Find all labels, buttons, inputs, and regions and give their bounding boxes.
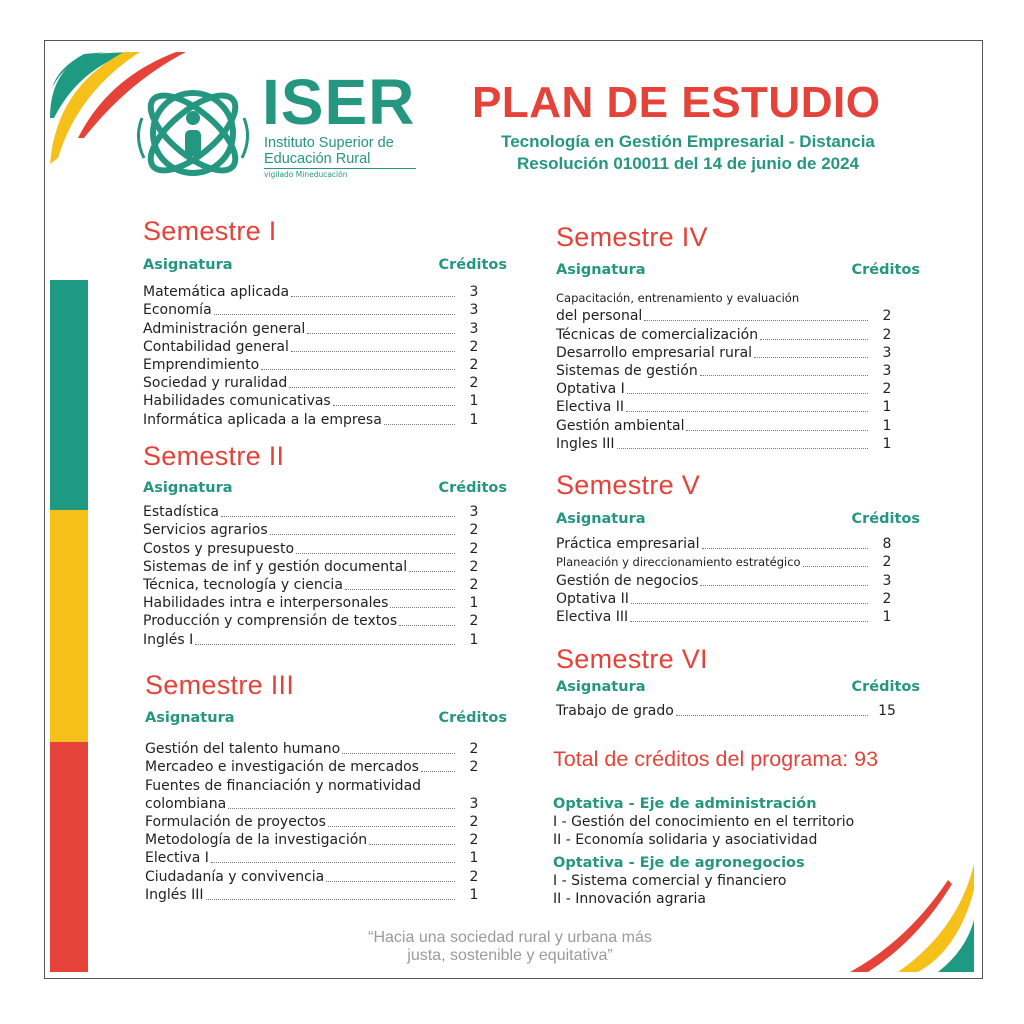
subject-row	[145, 831, 489, 849]
subject-column-header: Asignatura	[143, 257, 233, 273]
subject-name: Emprendimiento	[143, 356, 260, 373]
motto	[300, 929, 720, 965]
credits-value: 2	[469, 759, 479, 776]
subject-list	[143, 503, 489, 649]
credits-value: 3	[469, 302, 479, 319]
subject-row	[556, 416, 902, 434]
credits-value: 2	[469, 356, 479, 373]
credits-value: 1	[469, 631, 479, 648]
subject-row	[556, 608, 902, 626]
dot-leader	[345, 589, 455, 590]
dot-leader	[644, 320, 868, 321]
credits-value: 1	[469, 393, 479, 410]
subject-name: Sistemas de inf y gestión documental	[143, 558, 408, 575]
credits-value: 3	[469, 504, 479, 521]
dot-leader	[630, 621, 868, 622]
credits-column-header: Créditos	[438, 480, 507, 496]
subject-name: Gestión ambiental	[556, 417, 685, 434]
optativa-item: II - Innovación agraria	[553, 891, 707, 907]
color-bar-yellow	[50, 510, 88, 742]
dot-leader	[686, 430, 868, 431]
subject-row	[143, 558, 489, 576]
subject-name: Servicios agrarios	[143, 522, 268, 539]
dot-leader	[617, 448, 868, 449]
subject-name: Ingles III	[556, 435, 615, 452]
subject-row	[556, 398, 902, 416]
subject-row	[556, 590, 902, 608]
dot-leader	[333, 405, 455, 406]
credits-value: 1	[469, 886, 479, 903]
semester-title: Semestre III	[145, 670, 295, 700]
subject-row	[556, 702, 902, 720]
semester-title: Semestre V	[556, 470, 701, 500]
table-header	[145, 709, 507, 727]
optativas	[553, 795, 854, 908]
subject-row	[143, 356, 489, 374]
dot-leader	[390, 607, 455, 608]
dot-leader	[206, 899, 455, 900]
dot-leader	[326, 881, 455, 882]
credits-value: 2	[469, 576, 479, 593]
subject-name: Informática aplicada a la empresa	[143, 411, 382, 428]
subject-name: del personal	[556, 308, 643, 325]
dot-leader	[409, 571, 455, 572]
subject-name: Inglés III	[145, 886, 204, 903]
dot-leader	[754, 357, 868, 358]
subject-column-header: Asignatura	[556, 262, 646, 278]
program-name: Tecnología en Gestión Empresarial - Distancia	[501, 132, 875, 151]
subject-row	[143, 539, 489, 557]
credits-value: 1	[469, 850, 479, 867]
credits-value: 3	[882, 362, 892, 379]
credits-value: 2	[469, 832, 479, 849]
optativa-heading: Optativa - Eje de agronegocios	[553, 855, 805, 871]
credits-column-header: Créditos	[851, 679, 920, 695]
subject-row	[143, 576, 489, 594]
subject-name: Metodología de la investigación	[145, 832, 368, 849]
credits-value: 2	[882, 381, 892, 398]
logo-tagline: vigilado Mineducación	[264, 168, 416, 179]
subject-name: Fuentes de financiación y normatividad	[145, 777, 422, 794]
dot-leader	[221, 516, 455, 517]
subject-name: Gestión de negocios	[556, 572, 699, 589]
semester-title: Semestre I	[143, 216, 277, 246]
credits-value: 2	[469, 813, 479, 830]
credits-value: 2	[469, 741, 479, 758]
subject-row	[145, 795, 489, 813]
credits-value: 2	[469, 338, 479, 355]
optativa-heading: Optativa - Eje de administración	[553, 796, 817, 812]
dot-leader	[211, 862, 455, 863]
dot-leader	[627, 393, 868, 394]
dot-leader	[289, 387, 455, 388]
dot-leader	[270, 534, 455, 535]
subject-list	[556, 289, 902, 453]
subject-row	[143, 630, 489, 648]
subject-name: Estadística	[143, 504, 219, 521]
dot-leader	[384, 424, 455, 425]
credits-value: 8	[882, 536, 892, 553]
subject-row	[143, 319, 489, 337]
credits-value: 1	[882, 417, 892, 434]
subject-row	[145, 776, 489, 794]
logo-name: ISER	[262, 66, 416, 138]
table-header	[556, 678, 920, 696]
motto-line2: justa, sostenible y equitativa”	[407, 947, 613, 964]
credits-value: 2	[469, 540, 479, 557]
motto-line1: “Hacia una sociedad rural y urbana más	[368, 929, 652, 946]
subject-row	[143, 283, 489, 301]
subject-name: colombiana	[145, 795, 227, 812]
dot-leader	[631, 603, 868, 604]
subject-row	[556, 380, 902, 398]
subject-name: Mercadeo e investigación de mercados	[145, 759, 419, 776]
credits-column-header: Créditos	[851, 511, 920, 527]
subject-name: Sociedad y ruralidad	[143, 375, 288, 392]
credits-value: 15	[878, 703, 896, 720]
dot-leader	[421, 771, 455, 772]
subject-name: Electiva III	[556, 608, 629, 625]
subject-name: Habilidades intra e interpersonales	[143, 595, 389, 612]
credits-value: 2	[469, 558, 479, 575]
subject-column-header: Asignatura	[145, 710, 235, 726]
subject-row	[556, 325, 902, 343]
dot-leader	[702, 548, 868, 549]
subject-name: Ciudadanía y convivencia	[145, 868, 325, 885]
subject-column-header: Asignatura	[143, 480, 233, 496]
subject-row	[143, 338, 489, 356]
subject-name: Práctica empresarial	[556, 536, 700, 553]
credits-value: 3	[882, 344, 892, 361]
table-header	[143, 256, 507, 274]
dot-leader	[214, 314, 455, 315]
credits-column-header: Créditos	[438, 710, 507, 726]
table-header	[143, 479, 507, 497]
subject-row	[145, 740, 489, 758]
subject-row	[143, 392, 489, 410]
subject-name: Matemática aplicada	[143, 284, 290, 301]
credits-value: 2	[882, 554, 892, 571]
credits-value: 3	[469, 284, 479, 301]
subject-name: Habilidades comunicativas	[143, 393, 331, 410]
semester-title: Semestre VI	[556, 644, 708, 674]
dot-leader	[626, 411, 868, 412]
dot-leader	[342, 753, 455, 754]
subject-name: Trabajo de grado	[556, 703, 674, 720]
subject-name: Planeación y direccionamiento estratégico	[556, 555, 801, 570]
subject-row	[143, 612, 489, 630]
corner-stripes-bottom	[848, 860, 976, 976]
credits-value: 3	[882, 572, 892, 589]
credits-value: 2	[469, 375, 479, 392]
subject-name: Electiva II	[556, 399, 624, 416]
dot-leader	[700, 585, 868, 586]
subject-list	[143, 283, 489, 429]
subject-row	[556, 289, 902, 307]
subject-row	[143, 301, 489, 319]
resolution: Resolución 010011 del 14 de junio de 2024	[516, 154, 860, 173]
dot-leader	[195, 644, 455, 645]
credits-value: 3	[469, 795, 479, 812]
subject-row	[143, 410, 489, 428]
subject-row	[143, 503, 489, 521]
subject-name: Inglés I	[143, 631, 194, 648]
subject-row	[145, 886, 489, 904]
subject-row	[143, 374, 489, 392]
dot-leader	[676, 715, 868, 716]
credits-column-header: Créditos	[438, 257, 507, 273]
page-title: PLAN DE ESTUDIO	[472, 78, 881, 127]
total-credits: Total de créditos del programa: 93	[553, 747, 879, 771]
subject-row	[145, 849, 489, 867]
subject-name: Contabilidad general	[143, 338, 289, 355]
subject-row	[556, 307, 902, 325]
credits-value: 2	[882, 308, 892, 325]
dot-leader	[307, 333, 455, 334]
credits-value: 2	[469, 522, 479, 539]
logo-line2: Educación Rural	[264, 151, 371, 167]
subject-list	[556, 702, 902, 720]
logo-line1: Instituto Superior de	[264, 135, 394, 151]
table-header	[556, 261, 920, 279]
subject-row	[556, 362, 902, 380]
table-header	[556, 510, 920, 528]
credits-column-header: Créditos	[851, 262, 920, 278]
subject-name: Técnicas de comercialización	[556, 326, 759, 343]
dot-leader	[291, 296, 455, 297]
subject-name: Sistemas de gestión	[556, 362, 698, 379]
subject-name: Administración general	[143, 320, 306, 337]
subject-name: Formulación de proyectos	[145, 813, 326, 830]
credits-value: 2	[882, 326, 892, 343]
subject-row	[556, 553, 902, 571]
optativa-item: I - Gestión del conocimiento en el territorio	[553, 814, 855, 830]
subject-row	[145, 867, 489, 885]
credits-value: 1	[882, 399, 892, 416]
dot-leader	[291, 351, 455, 352]
dot-leader	[369, 844, 455, 845]
credits-value: 1	[469, 595, 479, 612]
credits-value: 2	[469, 613, 479, 630]
credits-value: 1	[882, 608, 892, 625]
semester-title: Semestre IV	[556, 222, 708, 252]
optativa-item: II - Economía solidaria y asociatividad	[553, 832, 818, 848]
dot-leader	[399, 625, 455, 626]
subject-name: Costos y presupuesto	[143, 540, 295, 557]
optativa-item: I - Sistema comercial y financiero	[553, 873, 787, 889]
subject-name: Optativa II	[556, 590, 629, 607]
dot-leader	[328, 826, 455, 827]
credits-value: 2	[469, 868, 479, 885]
credits-value: 3	[469, 320, 479, 337]
subject-row	[556, 344, 902, 362]
credits-value: 2	[882, 590, 892, 607]
subject-name: Desarrollo empresarial rural	[556, 344, 753, 361]
subject-name: Capacitación, entrenamiento y evaluación	[556, 291, 800, 306]
dot-leader	[296, 553, 455, 554]
subject-list	[145, 740, 489, 904]
subject-column-header: Asignatura	[556, 511, 646, 527]
dot-leader	[803, 566, 868, 567]
subject-row	[145, 758, 489, 776]
subject-name: Técnica, tecnología y ciencia	[143, 576, 343, 593]
subject-column-header: Asignatura	[556, 679, 646, 695]
subject-row	[556, 535, 902, 553]
subject-name: Electiva I	[145, 850, 209, 867]
semester-title: Semestre II	[143, 441, 285, 471]
subject-list	[556, 535, 902, 626]
subject-row	[556, 435, 902, 453]
subject-row	[143, 594, 489, 612]
dot-leader	[228, 808, 455, 809]
color-bar-teal	[50, 280, 88, 510]
subject-name: Gestión del talento humano	[145, 741, 341, 758]
credits-value: 1	[469, 411, 479, 428]
iser-logo-icon	[132, 78, 254, 190]
subject-row	[556, 571, 902, 589]
subject-name: Optativa I	[556, 381, 625, 398]
logo-institution	[264, 135, 394, 167]
subject-name: Producción y comprensión de textos	[143, 613, 398, 630]
credits-value: 1	[882, 435, 892, 452]
subject-row	[145, 813, 489, 831]
subject-name: Economía	[143, 302, 212, 319]
color-bar-red	[50, 742, 88, 972]
dot-leader	[760, 339, 868, 340]
dot-leader	[700, 375, 868, 376]
subject-row	[143, 521, 489, 539]
dot-leader	[261, 369, 455, 370]
